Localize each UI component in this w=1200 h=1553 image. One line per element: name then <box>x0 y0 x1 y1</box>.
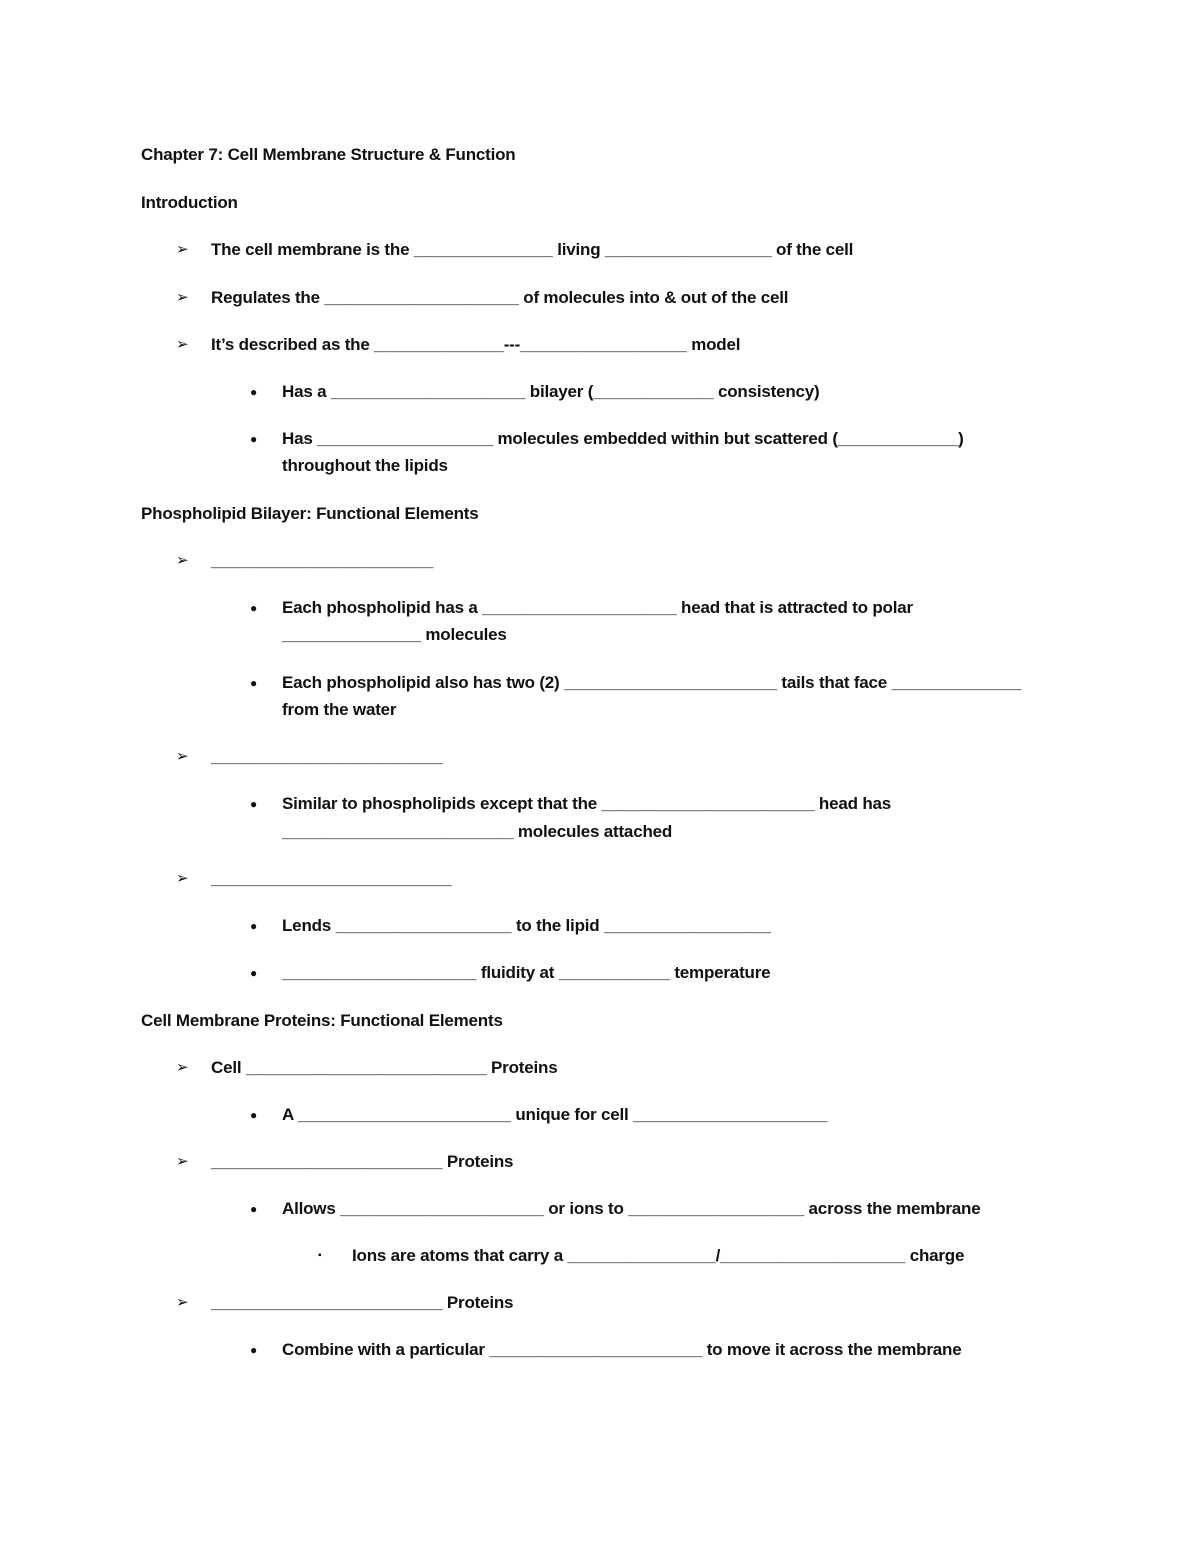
outline-subitem-continuation: _______________ molecules <box>282 625 507 644</box>
round-bullet-icon: ● <box>250 432 258 446</box>
arrow-bullet-icon: ➢ <box>176 1294 189 1311</box>
arrow-bullet-icon: ➢ <box>176 336 189 353</box>
outline-subitem: Similar to phospholipids except that the _______________________ head has <box>282 794 892 813</box>
outline-item: The cell membrane is the _______________ living __________________ of the cell <box>211 240 854 259</box>
arrow-bullet-icon: ➢ <box>176 289 189 306</box>
round-bullet-icon: ● <box>250 676 258 690</box>
arrow-bullet-icon: ➢ <box>176 1153 189 1170</box>
arrow-bullet-icon: ➢ <box>176 241 189 258</box>
outline-item: _________________________ Proteins <box>211 1152 514 1171</box>
outline-item: Regulates the _____________________ of molecules into & out of the cell <box>211 288 789 307</box>
square-bullet-icon: ▪ <box>318 1250 322 1261</box>
outline-subitem: Has a _____________________ bilayer (_____________ consistency) <box>282 382 820 401</box>
round-bullet-icon: ● <box>250 919 258 933</box>
section-heading-introduction: Introduction <box>141 193 238 212</box>
outline-subitem: Lends ___________________ to the lipid __________________ <box>282 916 771 935</box>
outline-item: __________________________ <box>211 869 452 888</box>
arrow-bullet-icon: ➢ <box>176 748 189 765</box>
outline-item: ________________________ <box>211 551 434 570</box>
round-bullet-icon: ● <box>250 601 258 615</box>
document-title: Chapter 7: Cell Membrane Structure & Function <box>141 145 516 164</box>
arrow-bullet-icon: ➢ <box>176 552 189 569</box>
round-bullet-icon: ● <box>250 385 258 399</box>
round-bullet-icon: ● <box>250 1343 258 1357</box>
outline-subitem-continuation: _________________________ molecules attached <box>282 822 673 841</box>
outline-subitem: _____________________ fluidity at ____________ temperature <box>282 963 771 982</box>
section-heading-phospholipid-bilayer: Phospholipid Bilayer: Functional Elements <box>141 504 479 523</box>
outline-subitem: Allows ______________________ or ions to ___________________ across the membrane <box>282 1199 981 1218</box>
outline-subitem: Each phospholipid also has two (2) _______________________ tails that face ______________ <box>282 673 1022 692</box>
outline-item: _________________________ Proteins <box>211 1293 514 1312</box>
arrow-bullet-icon: ➢ <box>176 870 189 887</box>
outline-subsubitem: Ions are atoms that carry a ________________/____________________ charge <box>352 1246 965 1265</box>
outline-subitem-continuation: from the water <box>282 700 397 719</box>
arrow-bullet-icon: ➢ <box>176 1059 189 1076</box>
round-bullet-icon: ● <box>250 797 258 811</box>
outline-subitem-continuation: throughout the lipids <box>282 456 448 475</box>
outline-item: It’s described as the ______________---__________________ model <box>211 335 741 354</box>
section-heading-membrane-proteins: Cell Membrane Proteins: Functional Elements <box>141 1011 503 1030</box>
outline-item: Cell __________________________ Proteins <box>211 1058 558 1077</box>
round-bullet-icon: ● <box>250 1108 258 1122</box>
round-bullet-icon: ● <box>250 1202 258 1216</box>
outline-subitem: Combine with a particular _______________________ to move it across the membrane <box>282 1340 962 1359</box>
outline-subitem: A _______________________ unique for cell _____________________ <box>282 1105 828 1124</box>
round-bullet-icon: ● <box>250 966 258 980</box>
outline-subitem: Has ___________________ molecules embedded within but scattered (_____________) <box>282 429 964 448</box>
outline-item: _________________________ <box>211 747 443 766</box>
outline-subitem: Each phospholipid has a _____________________ head that is attracted to polar <box>282 598 913 617</box>
